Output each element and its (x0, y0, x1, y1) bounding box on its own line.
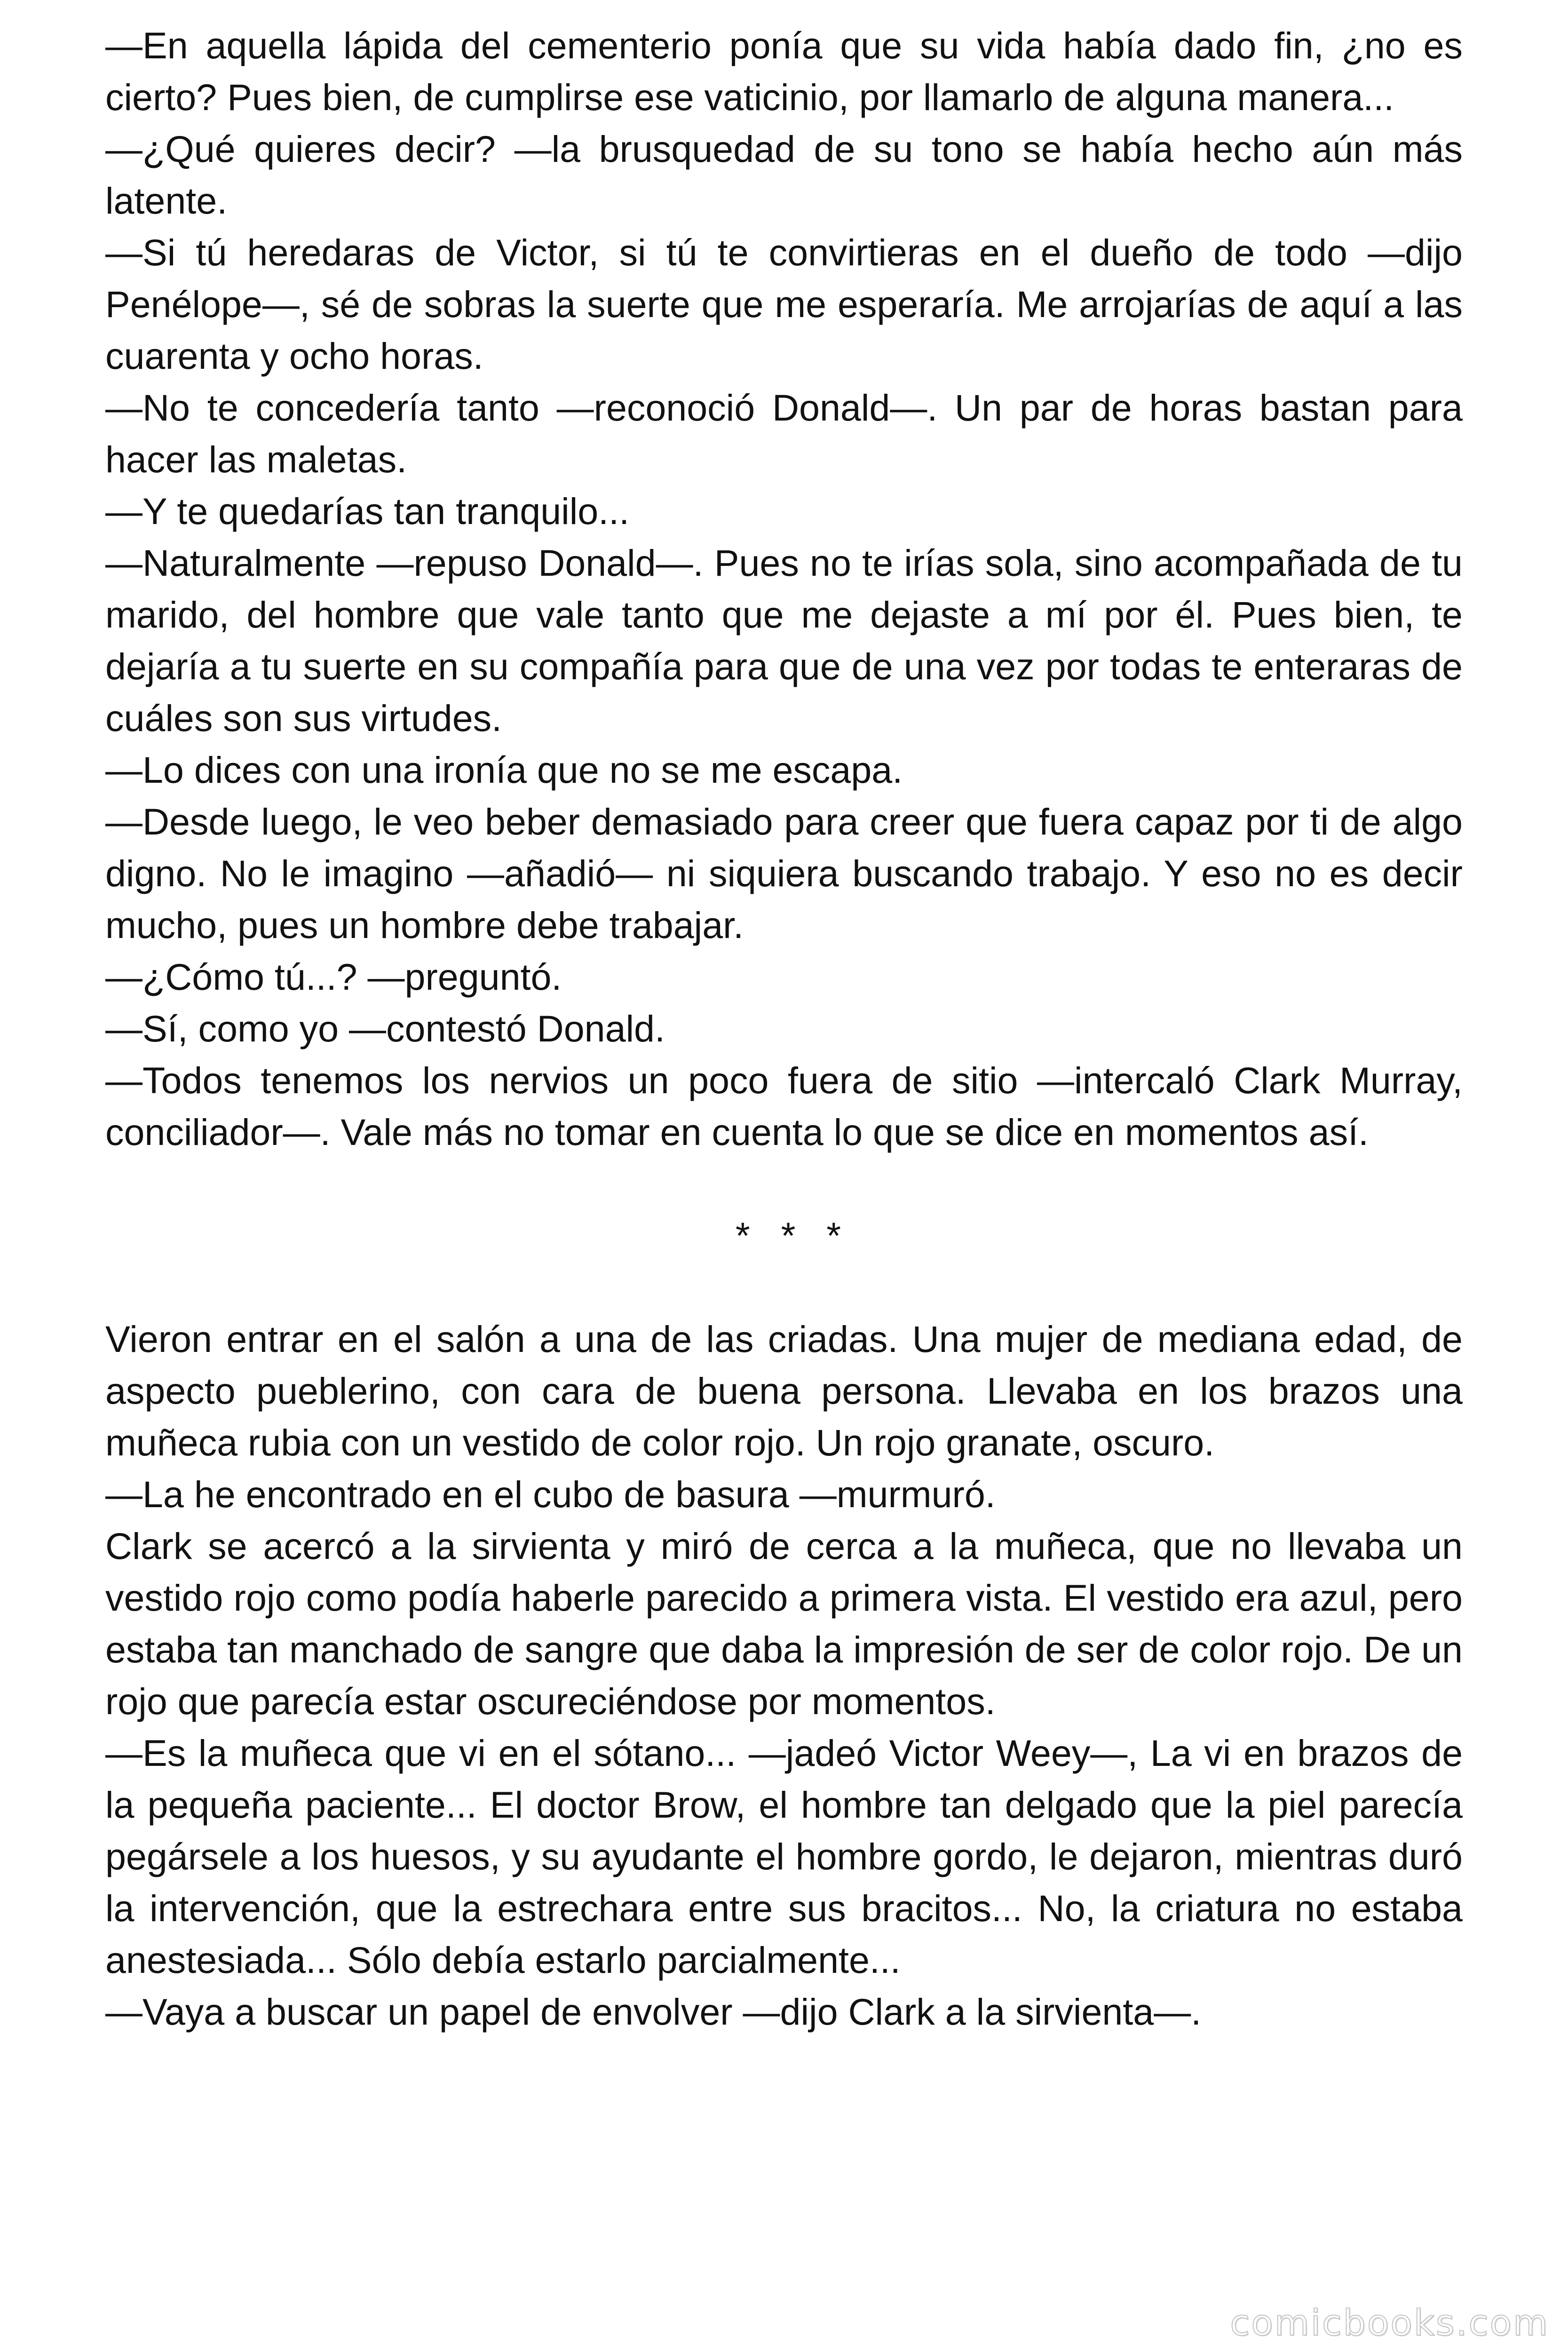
paragraph: —Todos tenemos los nervios un poco fuera de sitio —intercaló Clark Murray, conciliador—. Vale más no tomar en cuenta lo que se dice en momentos así. (105, 1059, 1463, 1153)
paragraph: —¿Qué quieres decir? —la brusquedad de su tono se había hecho aún más latente. (105, 128, 1463, 222)
paragraph: —En aquella lápida del cementerio ponía que su vida había dado fin, ¿no es cierto? Pues bien, de cumplirse ese vaticinio, por llamarlo de alguna manera... (105, 24, 1463, 118)
paragraph: —Y te quedarías tan tranquilo... (105, 490, 630, 532)
paragraph: —Vaya a buscar un papel de envolver —dijo Clark a la sirvienta—. (105, 1991, 1202, 2033)
page-body (105, 20, 1463, 2038)
separator-asterisks: * * * (735, 1215, 852, 1256)
paragraph: —¿Cómo tú...? —preguntó. (105, 956, 562, 998)
paragraph: —Si tú heredaras de Victor, si tú te convirtieras en el dueño de todo —dijo Penélope—, sé de sobras la suerte que me esperaría. Me arrojarías de aquí a las cuarenta y ocho horas. (105, 231, 1463, 377)
paragraph: —Sí, como yo —contestó Donald. (105, 1008, 665, 1049)
paragraph: Clark se acercó a la sirvienta y miró de cerca a la muñeca, que no llevaba un vestido rojo como podía haberle parecido a primera vista. El vestido era azul, pero estaba tan manchado de sangre que daba la impresión de ser de color rojo. De un rojo que parecía estar oscureciéndose por momentos. (105, 1525, 1463, 1722)
watermark: comicbooks.com (1230, 2302, 1549, 2344)
paragraph: —Lo dices con una ironía que no se me escapa. (105, 749, 903, 791)
paragraph: —La he encontrado en el cubo de basura —murmuró. (105, 1473, 996, 1515)
scene-separator (105, 1158, 1463, 1313)
paragraph: —No te concedería tanto —reconoció Donald—. Un par de horas bastan para hacer las maletas. (105, 387, 1463, 480)
paragraph: —Es la muñeca que vi en el sótano... —jadeó Victor Weey—, La vi en brazos de la pequeña paciente... El doctor Brow, el hombre tan delgado que la piel parecía pegársele a los huesos, y su ayudante el hombre gordo, le dejaron, mientras duró la intervención, que la estrechara entre sus bracitos... No, la criatura no estaba anestesiada... Sólo debía estarlo parcialmente... (105, 1732, 1463, 1981)
paragraph: —Desde luego, le veo beber demasiado para creer que fuera capaz por ti de algo digno. No le imagino —añadió— ni siquiera buscando trabajo. Y eso no es decir mucho, pues un hombre debe trabajar. (105, 801, 1463, 946)
paragraph: Vieron entrar en el salón a una de las criadas. Una mujer de mediana edad, de aspecto pueblerino, con cara de buena persona. Llevaba en los brazos una muñeca rubia con un vestido de color rojo. Un rojo granate, oscuro. (105, 1318, 1463, 1463)
paragraph: —Naturalmente —repuso Donald—. Pues no te irías sola, sino acompañada de tu marido, del hombre que vale tanto que me dejaste a mí por él. Pues bien, te dejaría a tu suerte en su compañía para que de una vez por todas te enteraras de cuáles son sus virtudes. (105, 542, 1463, 739)
